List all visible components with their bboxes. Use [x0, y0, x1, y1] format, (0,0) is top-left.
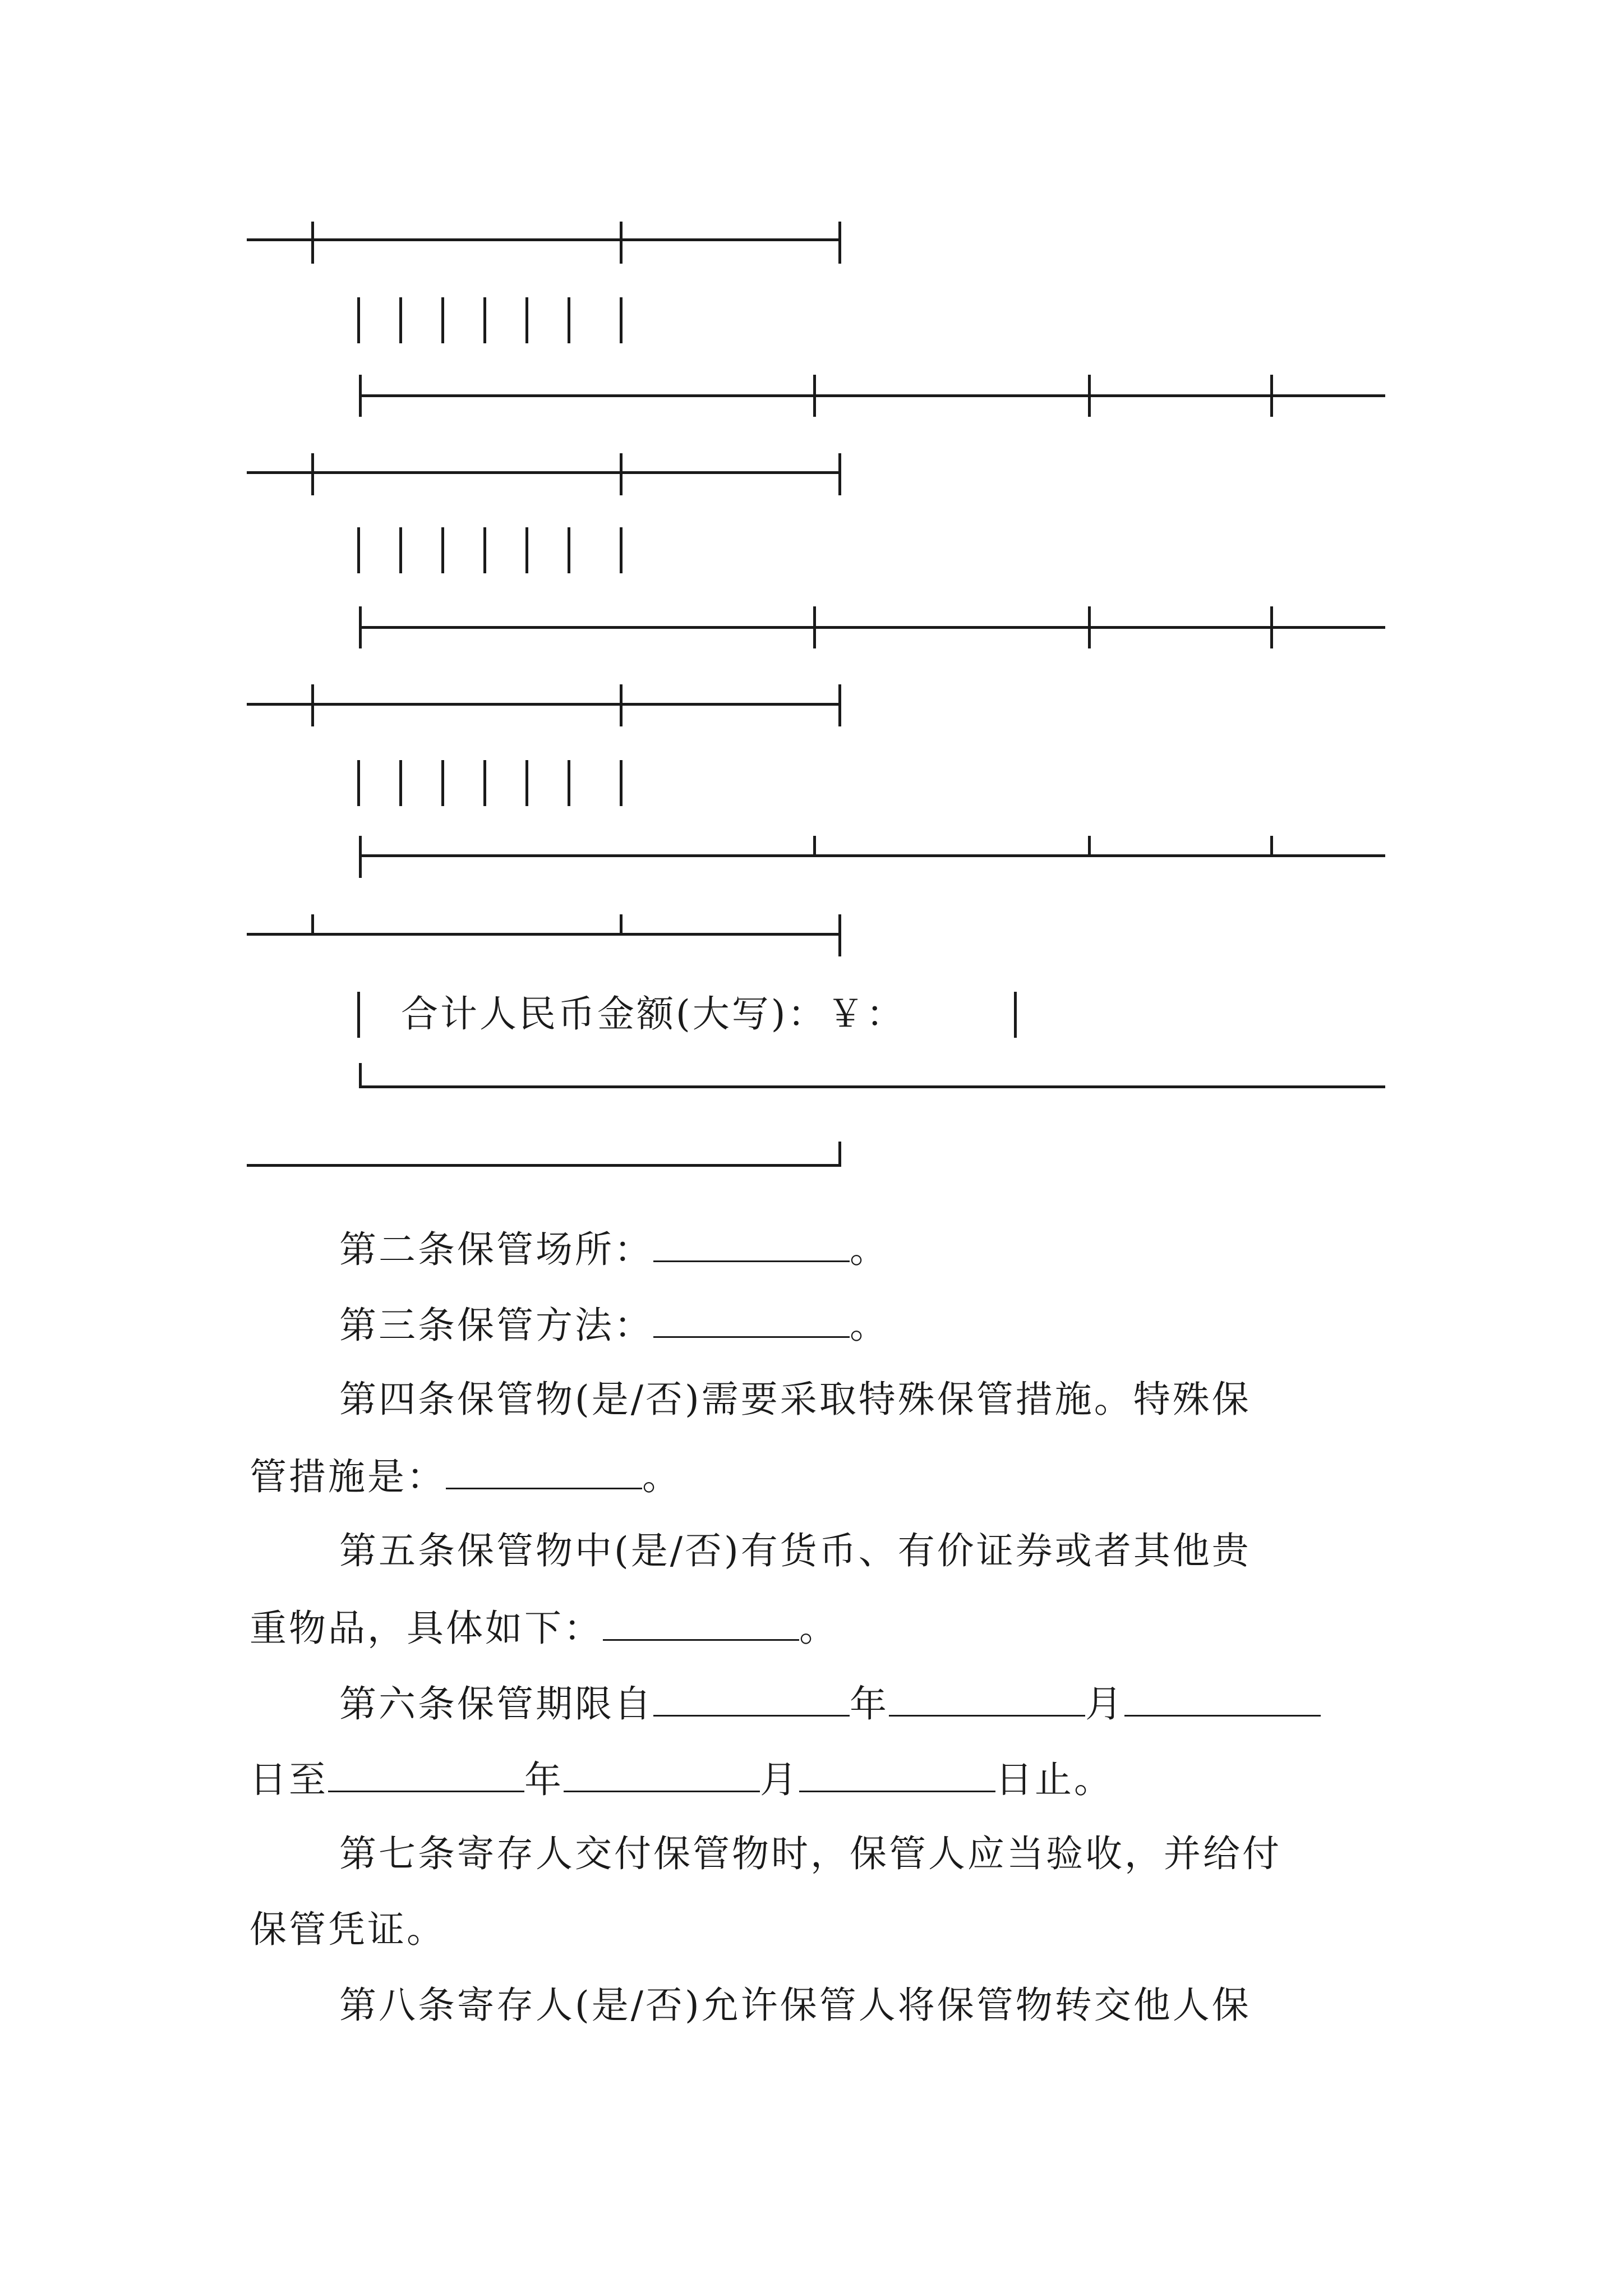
cell-divider: [568, 760, 570, 806]
table-tick: [1088, 375, 1091, 417]
table-tick: [1270, 375, 1273, 417]
table-rule: [247, 933, 841, 936]
clause-4-end: 。: [642, 1455, 681, 1498]
cell-divider: [357, 760, 360, 806]
table-rule: [247, 238, 841, 241]
end-year-field[interactable]: [328, 1756, 524, 1792]
cell-divider: [357, 527, 360, 573]
clause-6-text: 第六条保管期限自: [339, 1682, 653, 1726]
clause-4-line2: [250, 1453, 681, 1499]
table-tick: [838, 1142, 841, 1167]
cell-divider: [620, 760, 623, 806]
table-rule: [247, 1164, 841, 1167]
table-tick: [813, 836, 816, 857]
storage-place-field[interactable]: [653, 1226, 850, 1262]
end-month-field[interactable]: [564, 1756, 760, 1792]
storage-method-field[interactable]: [653, 1301, 850, 1338]
cell-divider: [525, 760, 528, 806]
clause-6-line1: [339, 1680, 1321, 1727]
cell-divider: [441, 760, 444, 806]
table-tick: [838, 453, 841, 495]
cell-divider: [441, 297, 444, 343]
clause-3-text: 第三条保管方法：: [339, 1304, 653, 1347]
table-rule: [359, 626, 1385, 629]
year-label: 年: [850, 1682, 889, 1726]
table-tick: [359, 836, 362, 878]
clause-7-line1: 第七条寄存人交付保管物时，保管人应当验收，并给付: [339, 1832, 1281, 1875]
clause-5-end: 。: [799, 1607, 838, 1650]
table-tick: [813, 375, 816, 417]
table-tick: [1270, 606, 1273, 648]
table-tick: [359, 375, 362, 417]
table-tick: [620, 914, 623, 936]
table-tick: [311, 684, 314, 726]
month-label: 月: [1085, 1682, 1124, 1726]
table-tick: [620, 222, 623, 264]
cell-divider: [525, 527, 528, 573]
cell-divider: [620, 527, 623, 573]
table-tick: [838, 914, 841, 956]
table-tick: [620, 684, 623, 726]
table-rule: [359, 854, 1385, 857]
table-rule: [247, 471, 841, 474]
cell-divider: [568, 297, 570, 343]
clause-5-line1: 第五条保管物中(是/否)有货币、有价证券或者其他贵: [339, 1529, 1251, 1572]
special-measures-field[interactable]: [446, 1453, 642, 1489]
clause-6-end: 日止。: [995, 1758, 1113, 1801]
table-tick: [311, 453, 314, 495]
table-tick: [838, 684, 841, 726]
cell-divider: [357, 297, 360, 343]
clause-2-text: 第二条保管场所：: [339, 1228, 653, 1271]
cell-divider: [620, 297, 623, 343]
clause-4-text: 管措施是：: [250, 1455, 446, 1498]
table-tick: [1088, 606, 1091, 648]
clause-7-line2: 保管凭证。: [250, 1908, 446, 1951]
cell-divider: [441, 527, 444, 573]
clause-5-line2: [250, 1604, 838, 1651]
clause-8-line1: 第八条寄存人(是/否)允许保管人将保管物转交他人保: [339, 1984, 1251, 2027]
start-year-field[interactable]: [653, 1680, 850, 1717]
table-rule: [359, 1085, 1385, 1088]
valuables-field[interactable]: [603, 1604, 799, 1641]
cell-divider: [357, 992, 360, 1038]
table-tick: [838, 222, 841, 264]
cell-divider: [525, 297, 528, 343]
cell-divider: [399, 527, 402, 573]
clause-6-line2: [250, 1756, 1113, 1802]
table-tick: [311, 222, 314, 264]
month-label: 月: [760, 1758, 799, 1801]
day-to-label: 日至: [250, 1758, 328, 1801]
cell-divider: [568, 527, 570, 573]
table-tick: [813, 606, 816, 648]
table-tick: [311, 914, 314, 936]
start-day-field[interactable]: [1124, 1680, 1321, 1717]
clause-3: [339, 1301, 889, 1348]
total-amount-label: 合计人民币金额(大写)：￥：: [401, 992, 906, 1036]
cell-divider: [483, 297, 486, 343]
cell-divider: [399, 297, 402, 343]
clause-2: [339, 1226, 889, 1272]
table-tick: [620, 453, 623, 495]
clause-4-line1: 第四条保管物(是/否)需要采取特殊保管措施。特殊保: [339, 1378, 1251, 1421]
table-rule: [359, 394, 1385, 397]
cell-divider: [399, 760, 402, 806]
year-label: 年: [524, 1758, 564, 1801]
clause-3-end: 。: [850, 1304, 889, 1347]
table-tick: [1270, 836, 1273, 857]
table-tick: [359, 1063, 362, 1088]
table-tick: [1088, 836, 1091, 857]
cell-divider: [1014, 992, 1017, 1038]
end-day-field[interactable]: [799, 1756, 995, 1792]
cell-divider: [483, 760, 486, 806]
clause-2-end: 。: [850, 1228, 889, 1271]
table-tick: [359, 606, 362, 648]
cell-divider: [483, 527, 486, 573]
clause-5-text: 重物品，具体如下：: [250, 1607, 603, 1650]
start-month-field[interactable]: [889, 1680, 1085, 1717]
table-rule: [247, 703, 841, 706]
